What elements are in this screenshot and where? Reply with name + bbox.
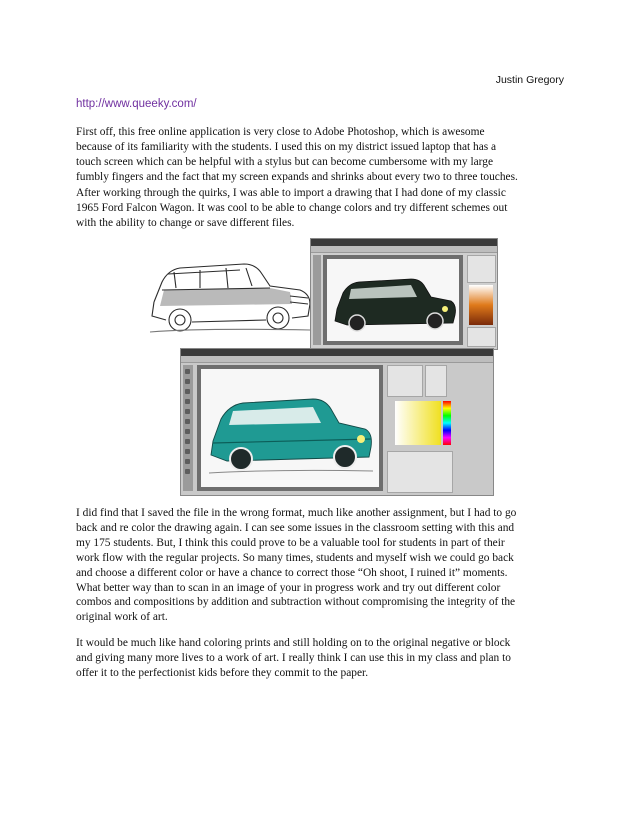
editor-canvas — [327, 259, 459, 341]
tool-icon[interactable] — [185, 419, 190, 424]
editor-tool-panel — [183, 365, 193, 491]
tool-icon[interactable] — [185, 379, 190, 384]
editor-screenshot-dark — [310, 238, 498, 350]
paragraph-line: What better way than to scan in an image of your in progress work and try out different color — [76, 581, 501, 594]
source-link[interactable]: http://www.queeky.com/ — [76, 98, 197, 110]
tool-icon[interactable] — [185, 439, 190, 444]
paragraph-conclusion — [76, 636, 576, 681]
pencil-car-icon — [140, 242, 316, 342]
color-picker-gradient — [469, 285, 493, 325]
paragraph-line: original work of art. — [76, 611, 168, 624]
hue-slider[interactable] — [443, 401, 451, 445]
paragraph-line: work flow with the regular projects. So many times, students and myself wish we could go back — [76, 551, 514, 564]
paragraph-intro — [76, 125, 576, 185]
layers-panel — [387, 451, 453, 493]
tool-icon[interactable] — [185, 409, 190, 414]
editor-menubar — [181, 349, 493, 356]
navigator-panel — [467, 255, 496, 283]
paragraph-line: my 175 students. But, I think this could prove to be a valuable tool for students in part of their — [76, 536, 505, 549]
dark-car-icon — [327, 259, 459, 341]
color-picker-square[interactable] — [395, 401, 441, 445]
info-panel — [425, 365, 447, 397]
paragraph-line: First off, this free online application is very close to Adobe Photoshop, which is awesome — [76, 126, 485, 138]
tool-icon[interactable] — [185, 399, 190, 404]
teal-car-icon — [201, 369, 379, 487]
editor-toolbar — [181, 356, 493, 363]
editor-toolbar — [311, 246, 497, 253]
paragraph-import — [76, 186, 576, 231]
paragraph-line: touch screen which can be helpful with a stylus but can become cumbersome with my large — [76, 155, 494, 168]
paragraph-line: fumbly fingers and the fact that my screen expands and shrinks about every two to three touches. — [76, 170, 518, 183]
paragraph-reflection — [76, 506, 576, 625]
editor-tool-panel — [313, 255, 321, 345]
editor-canvas — [201, 369, 379, 487]
car-drawing-image — [140, 242, 316, 342]
tool-icon[interactable] — [185, 389, 190, 394]
paragraph-line: and choose a different color or have a chance to correct those “Oh shoot, I ruined it” moments. — [76, 566, 508, 579]
paragraph-line: with the ability to change or save different files. — [76, 216, 295, 229]
editor-menubar — [311, 239, 497, 246]
paragraph-line: offer it to the perfectionist kids before they commit to the paper. — [76, 666, 369, 679]
paragraph-line: After working through the quirks, I was able to import a drawing that I had done of my classic — [76, 187, 506, 199]
paragraph-line: I did find that I saved the file in the wrong format, much like another assignment, but I had to go — [76, 507, 517, 519]
paragraph-line: 1965 Ford Falcon Wagon. It was cool to be able to change colors and try different schemes out — [76, 201, 508, 214]
paragraph-line: because of its familiarity with the students. I used this on my district issued laptop that has a — [76, 140, 497, 153]
tool-icon[interactable] — [185, 369, 190, 374]
paragraph-line: It would be much like hand coloring prints and still holding on to the original negative or block — [76, 637, 511, 649]
paragraph-line: and giving many more lives to a work of art. I really think I can use this in my class and plan to — [76, 651, 511, 664]
tool-icon[interactable] — [185, 469, 190, 474]
tool-icon[interactable] — [185, 459, 190, 464]
tool-icon[interactable] — [185, 449, 190, 454]
paragraph-line: combos and compositions by addition and subtraction without compromising the integrity of the — [76, 596, 516, 609]
paragraph-line: back and re color the drawing again. I can see some issues in the classroom setting with this and — [76, 521, 515, 534]
editor-screenshot-teal — [180, 348, 494, 496]
tool-icon[interactable] — [185, 429, 190, 434]
author-name: Justin Gregory — [495, 74, 564, 86]
navigator-panel — [387, 365, 423, 397]
layers-panel — [467, 327, 496, 347]
